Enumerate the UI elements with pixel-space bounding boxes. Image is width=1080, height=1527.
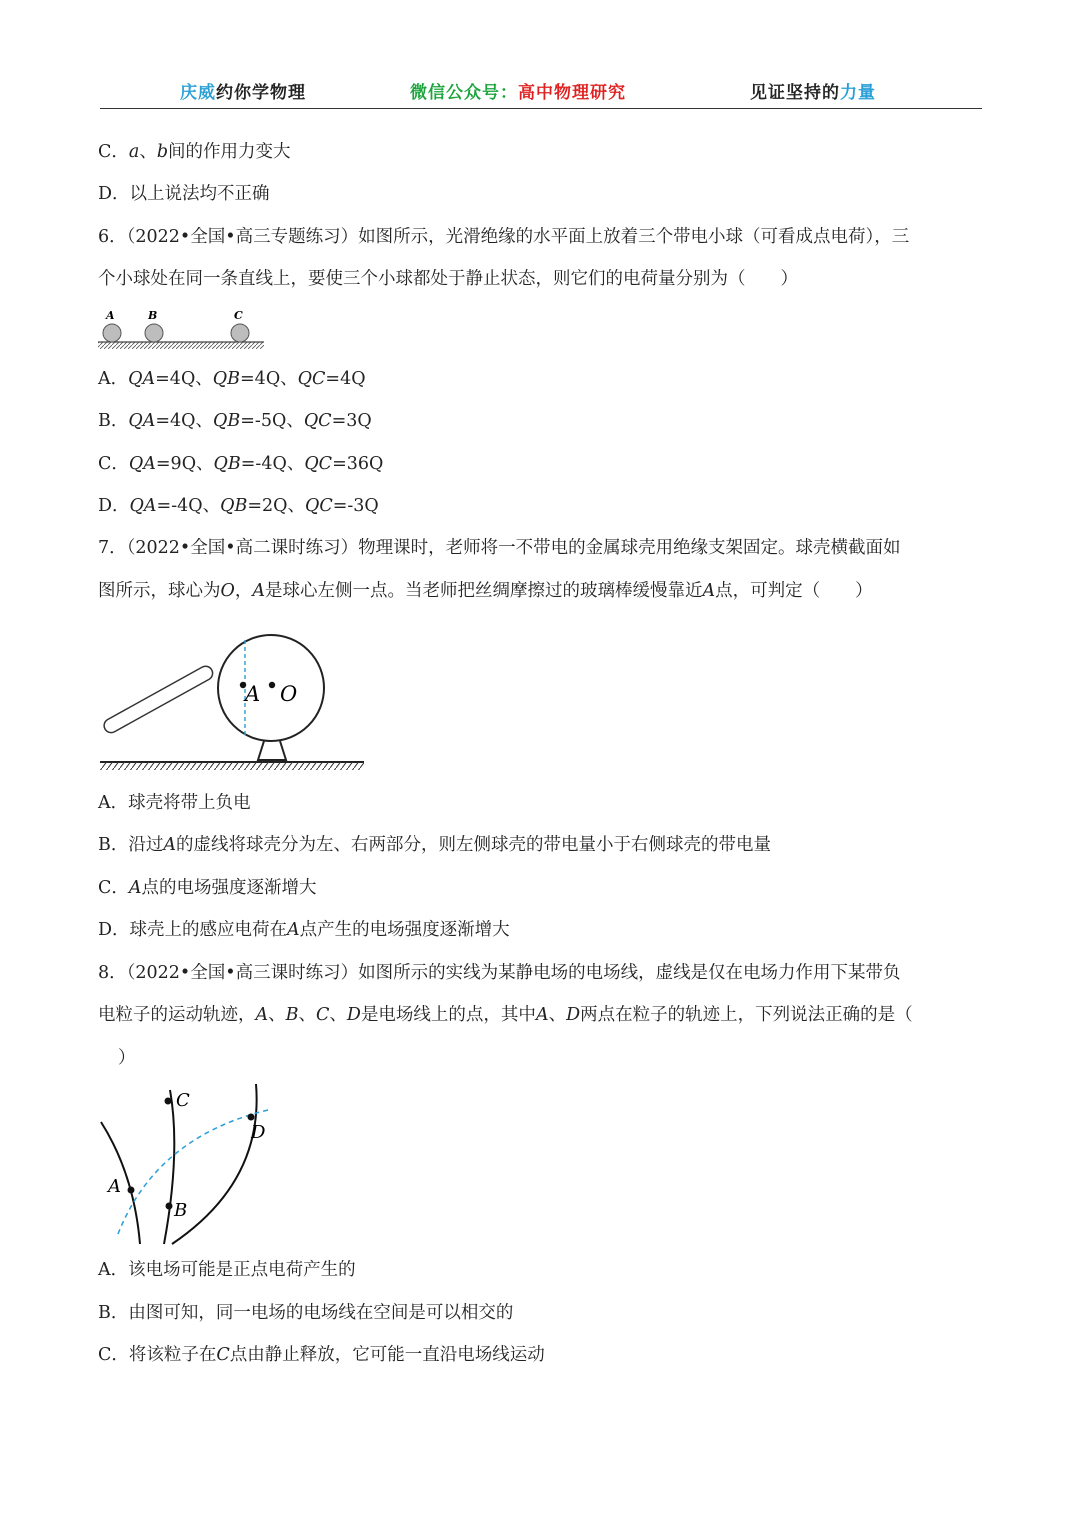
field-line-middle — [164, 1090, 174, 1244]
option-text: B．沿过 — [98, 835, 164, 855]
q7-option-b — [98, 834, 771, 856]
charge-label: QB — [213, 411, 241, 431]
label-c: C — [176, 1090, 190, 1111]
q6-option-b: B．QA=4Q、QB=-5Q、QC=3Q — [98, 411, 372, 431]
var-c: C — [316, 1005, 330, 1025]
option-text: 点产生的电场强度逐渐增大 — [299, 920, 510, 940]
separator: 、 — [298, 1005, 317, 1025]
charge-label: QA — [128, 369, 156, 389]
var-a: A — [287, 920, 300, 940]
q5-option-c — [98, 141, 291, 163]
q8-stem-line3: ） — [118, 1048, 136, 1068]
header-wechat — [410, 78, 626, 103]
ground-hatch — [100, 762, 364, 770]
brand-highlight: 庆威 — [180, 83, 216, 103]
glass-rod — [102, 664, 215, 735]
stem-text: 图所示，球心为 — [98, 581, 221, 601]
option-letter: C． — [98, 142, 129, 162]
point-o — [269, 682, 275, 688]
option-text: C．将该粒子在 — [98, 1345, 217, 1365]
charge-value: =9Q — [155, 454, 197, 474]
motto-text: 见证坚持的 — [750, 83, 840, 103]
var-a: A — [535, 1005, 549, 1025]
option-letter: A． — [98, 369, 129, 389]
label-b: B — [148, 309, 158, 322]
ground-hatch — [98, 342, 264, 349]
wechat-label: 微信公众号： — [410, 83, 518, 103]
brand-text: 约你学物理 — [216, 83, 306, 103]
charge-label: QB — [212, 369, 241, 389]
label-b: B — [174, 1200, 188, 1221]
label-a: A — [245, 682, 261, 706]
option-text: 间的作用力变大 — [168, 142, 291, 162]
point-c — [165, 1098, 172, 1105]
var-d: D — [566, 1005, 581, 1025]
charge-value: =-3Q — [332, 496, 379, 516]
q8-option-b: B．由图可知，同一电场的电场线在空间是可以相交的 — [98, 1303, 514, 1323]
q7-stem-line2 — [98, 580, 873, 602]
charge-label: QB — [213, 454, 241, 474]
label-o: O — [280, 682, 298, 706]
charge-label: QC — [297, 369, 326, 389]
option-letter: C． — [98, 878, 129, 898]
var-o: O — [220, 581, 235, 601]
charge-value: =36Q — [332, 454, 384, 474]
label-a: A — [108, 1176, 121, 1197]
q8-figure-field-lines — [96, 1082, 276, 1246]
charge-label: QC — [304, 496, 333, 516]
charge-value: =4Q — [155, 411, 196, 431]
q6-stem-line1: 6．（2022•全国•高三专题练习）如图所示，光滑绝缘的水平面上放着三个带电小球（可看成点电荷），三 — [98, 227, 910, 247]
q7-option-a: A．球壳将带上负电 — [98, 793, 251, 813]
ball-b — [145, 324, 163, 342]
label-c: C — [234, 309, 243, 322]
q6-option-a: A．QA=4Q、QB=4Q、QC=4Q — [98, 369, 366, 389]
stem-text: 点，可判定（ ） — [715, 581, 873, 601]
label-a: A — [106, 309, 115, 322]
var-a: A — [128, 878, 142, 898]
point-b — [166, 1203, 173, 1210]
q6-option-d: D．QA=-4Q、QB=2Q、QC=-3Q — [98, 496, 379, 516]
q7-option-c — [98, 877, 317, 899]
stem-text: 是球心左侧一点。当老师把丝绸摩擦过的玻璃棒缓慢靠近 — [265, 581, 703, 601]
ball-a — [103, 324, 121, 342]
point-a — [128, 1187, 135, 1194]
var-b: B — [285, 1005, 299, 1025]
separator: 、 — [139, 142, 157, 162]
q7-stem-line1: 7．（2022•全国•高二课时练习）物理课时，老师将一不带电的金属球壳用绝缘支架固定。球壳横截面如 — [98, 538, 901, 558]
charge-value: =4Q — [325, 369, 366, 389]
var-a: A — [702, 581, 716, 601]
particle-trajectory — [118, 1110, 268, 1234]
charge-label: QB — [220, 496, 248, 516]
stem-text: 两点在粒子的轨迹上，下列说法正确的是（ — [580, 1005, 913, 1025]
q8-option-a: A．该电场可能是正点电荷产生的 — [98, 1260, 356, 1280]
var-a: A — [255, 1005, 269, 1025]
insulating-stand — [258, 741, 286, 760]
option-text: 的虚线将球壳分为左、右两部分，则左侧球壳的带电量小于右侧球壳的带电量 — [176, 835, 772, 855]
q6-figure-balls — [96, 305, 266, 353]
stem-text: 是电场线上的点，其中 — [360, 1005, 536, 1025]
var-d: D — [346, 1005, 361, 1025]
separator: 、 — [548, 1005, 567, 1025]
stem-text: 电粒子的运动轨迹， — [98, 1005, 256, 1025]
q7-option-d — [98, 919, 510, 941]
var-c: C — [216, 1345, 230, 1365]
var-b: b — [156, 142, 169, 162]
q8-stem-line1: 8．（2022•全国•高三课时练习）如图所示的实线为某静电场的电场线，虚线是仅在电场力作用下某带负 — [98, 963, 901, 983]
charge-label: QC — [304, 454, 333, 474]
ball-c — [231, 324, 249, 342]
option-letter: B． — [98, 411, 129, 431]
q8-option-c — [98, 1344, 545, 1366]
charge-value: =-5Q — [240, 411, 287, 431]
charge-value: =-4Q — [240, 454, 287, 474]
header-brand — [180, 78, 306, 103]
charge-label: QA — [128, 411, 156, 431]
header-motto — [750, 78, 876, 103]
charge-label: QA — [129, 496, 157, 516]
charge-value: =-4Q — [156, 496, 203, 516]
q7-figure-shell — [96, 632, 368, 774]
q6-stem-line2: 个小球处在同一条直线上，要使三个小球都处于静止状态，则它们的电荷量分别为（ ） — [98, 269, 798, 289]
separator: 、 — [329, 1005, 347, 1025]
var-a: A — [252, 581, 265, 601]
var-a: a — [128, 142, 140, 162]
charge-label: QA — [128, 454, 156, 474]
charge-value: =4Q — [240, 369, 281, 389]
page-header — [100, 78, 982, 109]
option-text: D．球壳上的感应电荷在 — [98, 920, 288, 940]
var-a: A — [163, 835, 177, 855]
stem-text: ， — [234, 581, 253, 601]
label-d: D — [251, 1122, 266, 1143]
point-d — [248, 1114, 255, 1121]
separator: 、 — [268, 1005, 286, 1025]
option-letter: D． — [98, 496, 130, 516]
option-text: 点的电场强度逐渐增大 — [141, 878, 317, 898]
q6-option-c: C．QA=9Q、QB=-4Q、QC=36Q — [98, 454, 384, 474]
option-text: 点由静止释放，它可能一直沿电场线运动 — [229, 1345, 545, 1365]
charge-value: =2Q — [247, 496, 288, 516]
wechat-name: 高中物理研究 — [518, 83, 626, 103]
charge-value: =3Q — [331, 411, 372, 431]
charge-label: QC — [303, 411, 332, 431]
q5-option-d: D．以上说法均不正确 — [98, 184, 270, 204]
option-letter: C． — [98, 454, 129, 474]
charge-value: =4Q — [155, 369, 196, 389]
q8-stem-line2 — [98, 1004, 913, 1026]
motto-highlight: 力量 — [840, 83, 876, 103]
